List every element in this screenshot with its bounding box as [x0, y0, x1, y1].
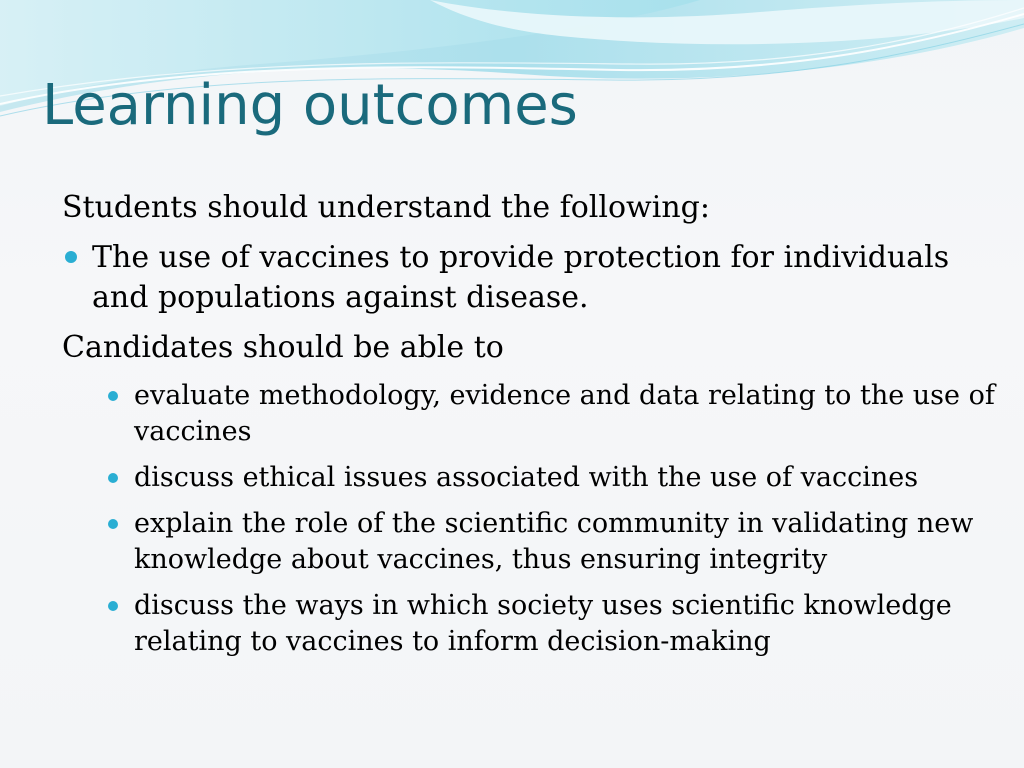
main-bullet	[62, 238, 1002, 318]
bullet-dot-icon	[108, 519, 118, 529]
intro-text: Students should understand the following:	[62, 190, 710, 225]
outcomes-list	[62, 378, 1002, 660]
list-item	[62, 506, 1002, 578]
main-bullet-text: The use of vaccines to provide protection for individuals and populations against disease.	[92, 240, 950, 315]
list-item-text: discuss ethical issues associated with the use of vaccines	[134, 462, 919, 493]
bullet-dot-icon	[65, 251, 77, 263]
list-item-text: discuss the ways in which society uses scientific knowledge relating to vaccines to inform decision-making	[134, 590, 952, 657]
list-item	[62, 460, 1002, 496]
list-item-text: explain the role of the scientific community in validating new knowledge about vaccines, thus ensuring integrity	[134, 508, 974, 575]
list-item-text: evaluate methodology, evidence and data relating to the use of vaccines	[134, 380, 995, 447]
slide-body	[62, 188, 1002, 670]
candidates-intro-text: Candidates should be able to	[62, 330, 504, 365]
list-item	[62, 588, 1002, 660]
bullet-dot-icon	[108, 473, 118, 483]
bullet-dot-icon	[108, 391, 118, 401]
slide-title: Learning outcomes	[42, 73, 578, 138]
bullet-dot-icon	[108, 601, 118, 611]
list-item	[62, 378, 1002, 450]
